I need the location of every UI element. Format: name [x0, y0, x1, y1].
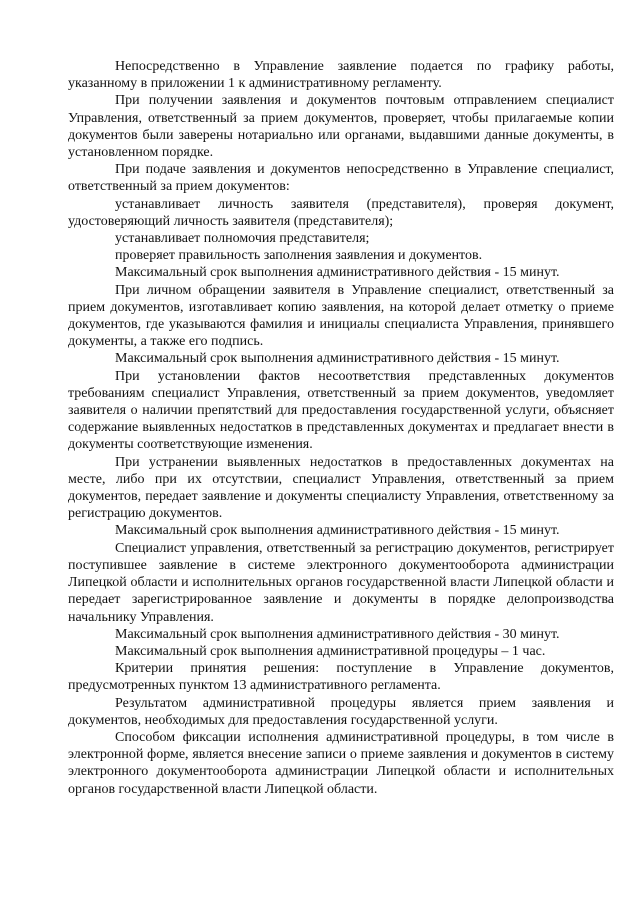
- paragraph: Максимальный срок выполнения административного действия - 15 минут.: [115, 523, 560, 539]
- paragraph: При установлении фактов несоответствия представленных документов требованиям специалист Управления, ответственный за прием документов, уведомляет заявителя о наличии препятствий для предоставления государственной услуги, объясняет содержание выявленных недостатков в представленных документах и предлагает внести в документы соответствующие изменения.: [68, 368, 614, 453]
- paragraph: Непосредственно в Управление заявление подается по графику работы, указанному в приложении 1 к административному регламенту.: [68, 59, 614, 92]
- paragraph: устанавливает личность заявителя (представителя), проверяя документ, удостоверяющий личность заявителя (представителя);: [68, 196, 614, 229]
- paragraph: Максимальный срок выполнения административного действия - 15 минут.: [115, 351, 560, 367]
- paragraph: При подаче заявления и документов непосредственно в Управление специалист, ответственный за прием документов:: [68, 162, 614, 195]
- paragraph: Максимальный срок выполнения административного действия - 30 минут.: [115, 626, 560, 642]
- paragraph: Максимальный срок выполнения административной процедуры – 1 час.: [115, 643, 546, 659]
- paragraph: Критерии принятия решения: поступление в Управление документов, предусмотренных пунктом 13 административного регламента.: [68, 661, 614, 694]
- paragraph: При личном обращении заявителя в Управление специалист, ответственный за прием документов, изготавливает копию заявления, на которой делает отметку о приеме документов, где указываются фамилия и инициалы специалиста Управления, принявшего документы, а также его подпись.: [68, 282, 614, 350]
- paragraph: проверяет правильность заполнения заявления и документов.: [115, 248, 483, 264]
- paragraph: При устранении выявленных недостатков в предоставленных документах на месте, либо при их отсутствии, специалист Управления, ответственный за прием документов, передает заявление и документы специалисту Управления, ответственному за регистрацию документов.: [68, 454, 614, 522]
- document-body: [68, 58, 614, 798]
- paragraph: Специалист управления, ответственный за регистрацию документов, регистрирует поступившее заявление в системе электронного документооборота администрации Липецкой области и исполнительных органов государственной власти Липецкой области и передает зарегистрированное заявление и документы в порядке делопроизводства начальнику Управления.: [68, 540, 614, 625]
- paragraph: Способом фиксации исполнения административной процедуры, в том числе в электронной форме, является внесение записи о приеме заявления и документов в систему электронного документооборота администрации Липецкой области и исполнительных органов государственной власти Липецкой области.: [68, 729, 614, 797]
- paragraph: При получении заявления и документов почтовым отправлением специалист Управления, ответственный за прием документов, проверяет, чтобы прилагаемые копии документов были заверены нотариально или органами, выдавшими данные документы, в установленном порядке.: [68, 93, 614, 161]
- paragraph: Результатом административной процедуры является прием заявления и документов, необходимых для предоставления государственной услуги.: [68, 695, 614, 728]
- paragraph: устанавливает полномочия представителя;: [115, 231, 370, 247]
- paragraph: Максимальный срок выполнения административного действия - 15 минут.: [115, 265, 560, 281]
